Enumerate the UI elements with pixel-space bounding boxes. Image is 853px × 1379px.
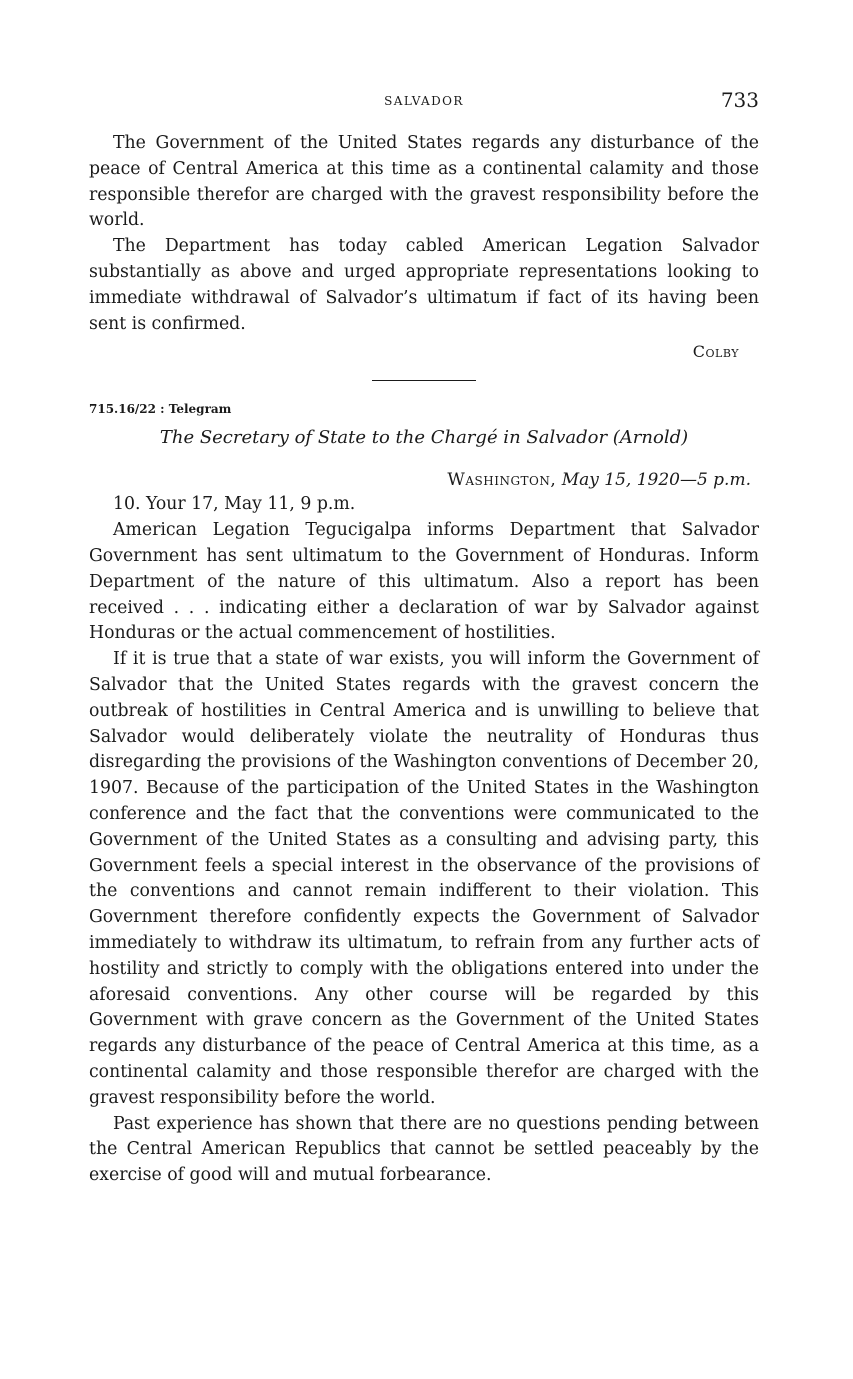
body-paragraph: The Government of the United States regards any disturbance of the peace of Central America at this time as a continental calamity and those responsible therefor are charged with the gravest responsibility before the world. — [89, 133, 759, 231]
dateline — [89, 468, 751, 492]
running-head — [89, 88, 759, 116]
dateline-place: Washington, — [447, 470, 557, 491]
file-reference: 715.16/22 : Telegram — [89, 402, 232, 417]
section-divider — [372, 380, 476, 381]
running-head-title: SALVADOR — [384, 94, 464, 108]
body-paragraph: American Legation Tegucigalpa informs Department that Salvador Government has sent ultimatum to the Government of Honduras. Inform Department of the nature of this ultimatum. Also a report has been received . . . indicating either a declaration of war by Salvador against Honduras or the actual commencement of hostilities. — [89, 520, 759, 644]
dateline-date: May 15, 1920—5 p.m. — [561, 470, 751, 491]
body-paragraph: Past experience has shown that there are no questions pending between the Central American Republics that cannot be settled peaceably by the exercise of good will and mutual forbearance. — [89, 1113, 759, 1186]
reference-line: 10. Your 17, May 11, 9 p.m. — [113, 494, 356, 515]
document-page — [89, 88, 759, 1189]
signature: Colby — [692, 342, 739, 362]
body-paragraph: If it is true that a state of war exists, you will inform the Government of Salvador that the United States regards with the gravest concern the outbreak of hostilities in Central America and is unwilling to believe that Salvador would deliberately violate the neutrality of Honduras thus disregarding the provisions of the Washington conventions of December 20, 1907. Because of the participation of the United States in the Washington conference and the fact that the conventions were communicated to the Government of the United States as a consulting and advising party, this Government feels a special interest in the observance of the provisions of the conventions and cannot remain indifferent to their violation. This Government therefore confidently expects the Government of Salvador immediately to withdraw its ultimatum, to refrain from any further acts of hostility and strictly to comply with the obligations entered into under the aforesaid conventions. Any other course will be regarded by this Government with grave concern as the Government of the United States regards any disturbance of the peace of Central America at this time, as a continental calamity and those responsible therefor are charged with the gravest responsibility before the world. — [89, 649, 759, 1108]
body-paragraph: The Department has today cabled American Legation Salvador substantially as above and urged appropriate representations looking to immediate withdrawal of Salvador’s ultimatum if fact of its having been sent is confirmed. — [89, 236, 759, 334]
document-title: The Secretary of State to the Chargé in Salvador (Arnold) — [159, 427, 689, 449]
page-number: 733 — [720, 88, 759, 112]
